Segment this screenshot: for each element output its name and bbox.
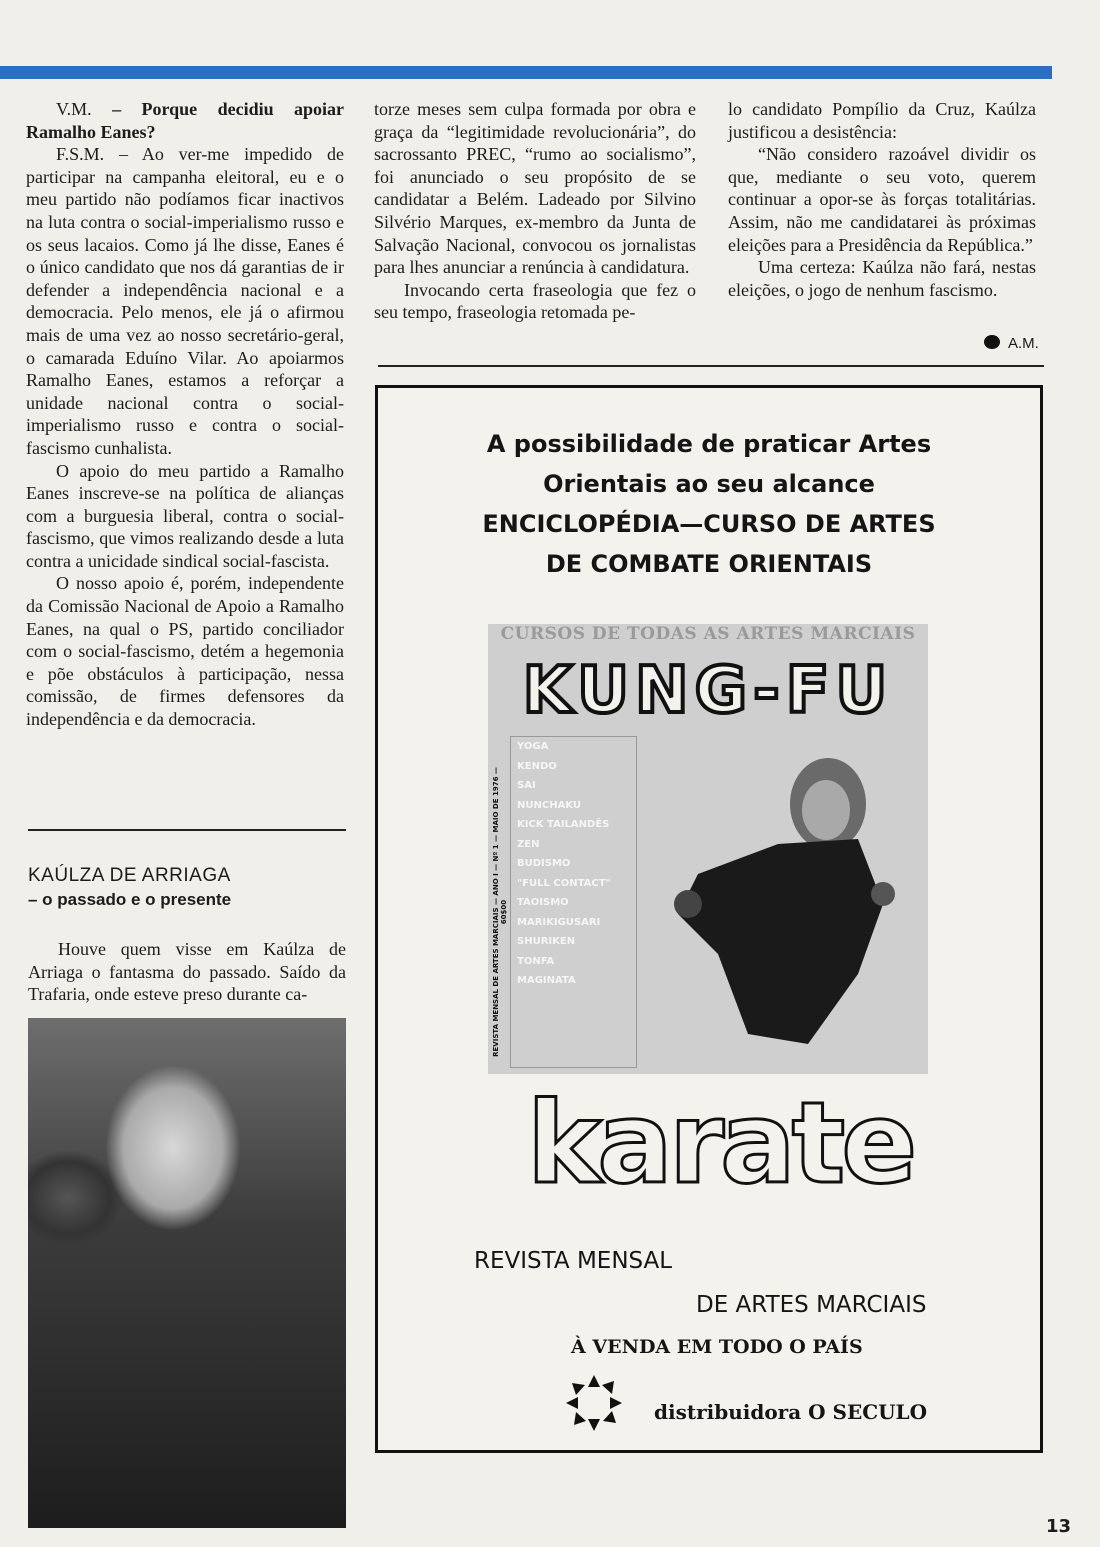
ad-headline-2: Orientais ao seu alcance: [543, 470, 875, 498]
style-item: MAGINATA: [517, 975, 576, 986]
ad-availability: À VENDA EM TODO O PAÍS: [571, 1336, 863, 1358]
section-heading: [28, 864, 348, 912]
column-divider: [378, 365, 1044, 367]
section-title: KAÚLZA DE ARRIAGA: [28, 865, 231, 886]
article-column-1: Houve quem visse em Kaúlza de Arriaga o fantasma do passado. Saído da Trafaria, onde esteve preso durante ca-: [28, 939, 346, 1005]
cover-tagline: CURSOS DE TODAS AS ARTES MARCIAIS: [500, 624, 916, 644]
interview-question: V.M. – Porque decidiu apoiar Ramalho Eanes?: [26, 99, 344, 142]
ad-headline-3: ENCICLOPÉDIA—CURSO DE ARTES: [482, 510, 936, 538]
magazine-cover: [488, 624, 928, 1074]
cover-title: KUNG-FU: [522, 654, 894, 728]
style-item: SHURIKEN: [517, 936, 576, 947]
style-item: ZEN: [517, 838, 540, 850]
interview-paragraph: O apoio do meu partido a Ramalho Eanes inscreve-se na política de alianças com a burguesia liberal, contra o social-fascismo, que vimos realizando desde a luta contra a unicidade sindical social-fascista.: [26, 460, 344, 571]
style-item: SAI: [517, 780, 536, 791]
martial-arts-list: [510, 736, 637, 1068]
interview-column: [26, 98, 344, 731]
style-item: KENDO: [517, 760, 557, 772]
style-item: TAOISMO: [517, 897, 569, 908]
karate-wordmark: karate: [526, 1079, 914, 1209]
cover-spine-text: REVISTA MENSAL DE ARTES MARCIAIS — ANO I — Nº 1 — MAIO DE 1976 — 60$00: [492, 767, 508, 1057]
bullet-icon: [984, 335, 1000, 349]
page-number: 13: [1046, 1516, 1072, 1537]
interview-paragraph: O nosso apoio é, porém, independente da Comissão Nacional de Apoio a Ramalho Eanes, na qual o PS, partido conciliador com o social-fascismo, detém a hegemonia e põe obstáculos à participação, nessa comissão, de firmes defensores da independência e da democracia.: [26, 573, 344, 730]
ad-headline-1: A possibilidade de praticar Artes: [486, 430, 932, 458]
style-item: NUNCHAKU: [517, 799, 581, 811]
interview-answer: F.S.M. – Ao ver-me impedido de participar na campanha eleitoral, eu e o meu partido não podíamos ficar inactivos na luta contra o social-imperialismo russo e os seus lacaios. Como já lhe disse, Eanes é o único candidato que nos dá garantias de ir defender a independência nacional e a democracia. Pelo menos, ele já o afirmou mais de uma vez ao nosso secretário-geral, o camarada Eduíno Vilar. Ao apoiarmos Ramalho Eanes, estamos a reforçar a unidade nacional contra o social-imperialismo russo e contra o social-fascismo cunhalista.: [26, 144, 344, 458]
article-column-2: torze meses sem culpa formada por obra e graça da “legitimidade revolucionária”, do sacrossanto PREC, “rumo ao socialismo”, foi anunciado o seu propósito de se candidatar a Belém. Ladeado por Silvino Silvério Marques, ex-membro da Junta de Salvação Nacional, convocou os jornalistas para lhes anunciar a renúncia à candidatura. Invocando certa fraseologia que fez o seu tempo, fraseologia retomada pe-: [374, 99, 696, 323]
style-item: MARIKIGUSARI: [517, 916, 601, 928]
section-subtitle: – o passado e o presente: [28, 890, 232, 909]
ad-martial-arts-label: DE ARTES MARCIAIS: [696, 1292, 927, 1318]
portrait-photo: [28, 1018, 346, 1528]
ad-monthly-label: REVISTA MENSAL: [474, 1248, 673, 1274]
style-item: BUDISMO: [517, 858, 571, 869]
ad-headline-4: DE COMBATE ORIENTAIS: [545, 550, 873, 578]
section-divider: [28, 829, 346, 831]
distributor-logo-icon: [564, 1373, 624, 1433]
style-item: "FULL CONTACT": [517, 877, 611, 889]
fighter-illustration: [658, 744, 918, 1054]
karate-magazine-ad: [375, 385, 1043, 1453]
style-item: KICK TAILANDÊS: [517, 819, 610, 830]
author-signature: A.M.: [984, 335, 1039, 352]
style-item: YOGA: [517, 741, 549, 752]
ad-distributor: distribuidora O SECULO: [654, 1400, 928, 1424]
top-color-bar: [0, 66, 1052, 79]
article-column-3: lo candidato Pompílio da Cruz, Kaúlza justificou a desistência: “Não considero razoável dividir os que, mediante o seu voto, querem continuar a opor-se às forças totalitárias. Assim, não me candidatarei às próximas eleições para a Presidência da República.” Uma certeza: Kaúlza não fará, nestas eleições, o jogo de nenhum fascismo.: [728, 99, 1036, 300]
style-item: TONFA: [517, 955, 555, 967]
